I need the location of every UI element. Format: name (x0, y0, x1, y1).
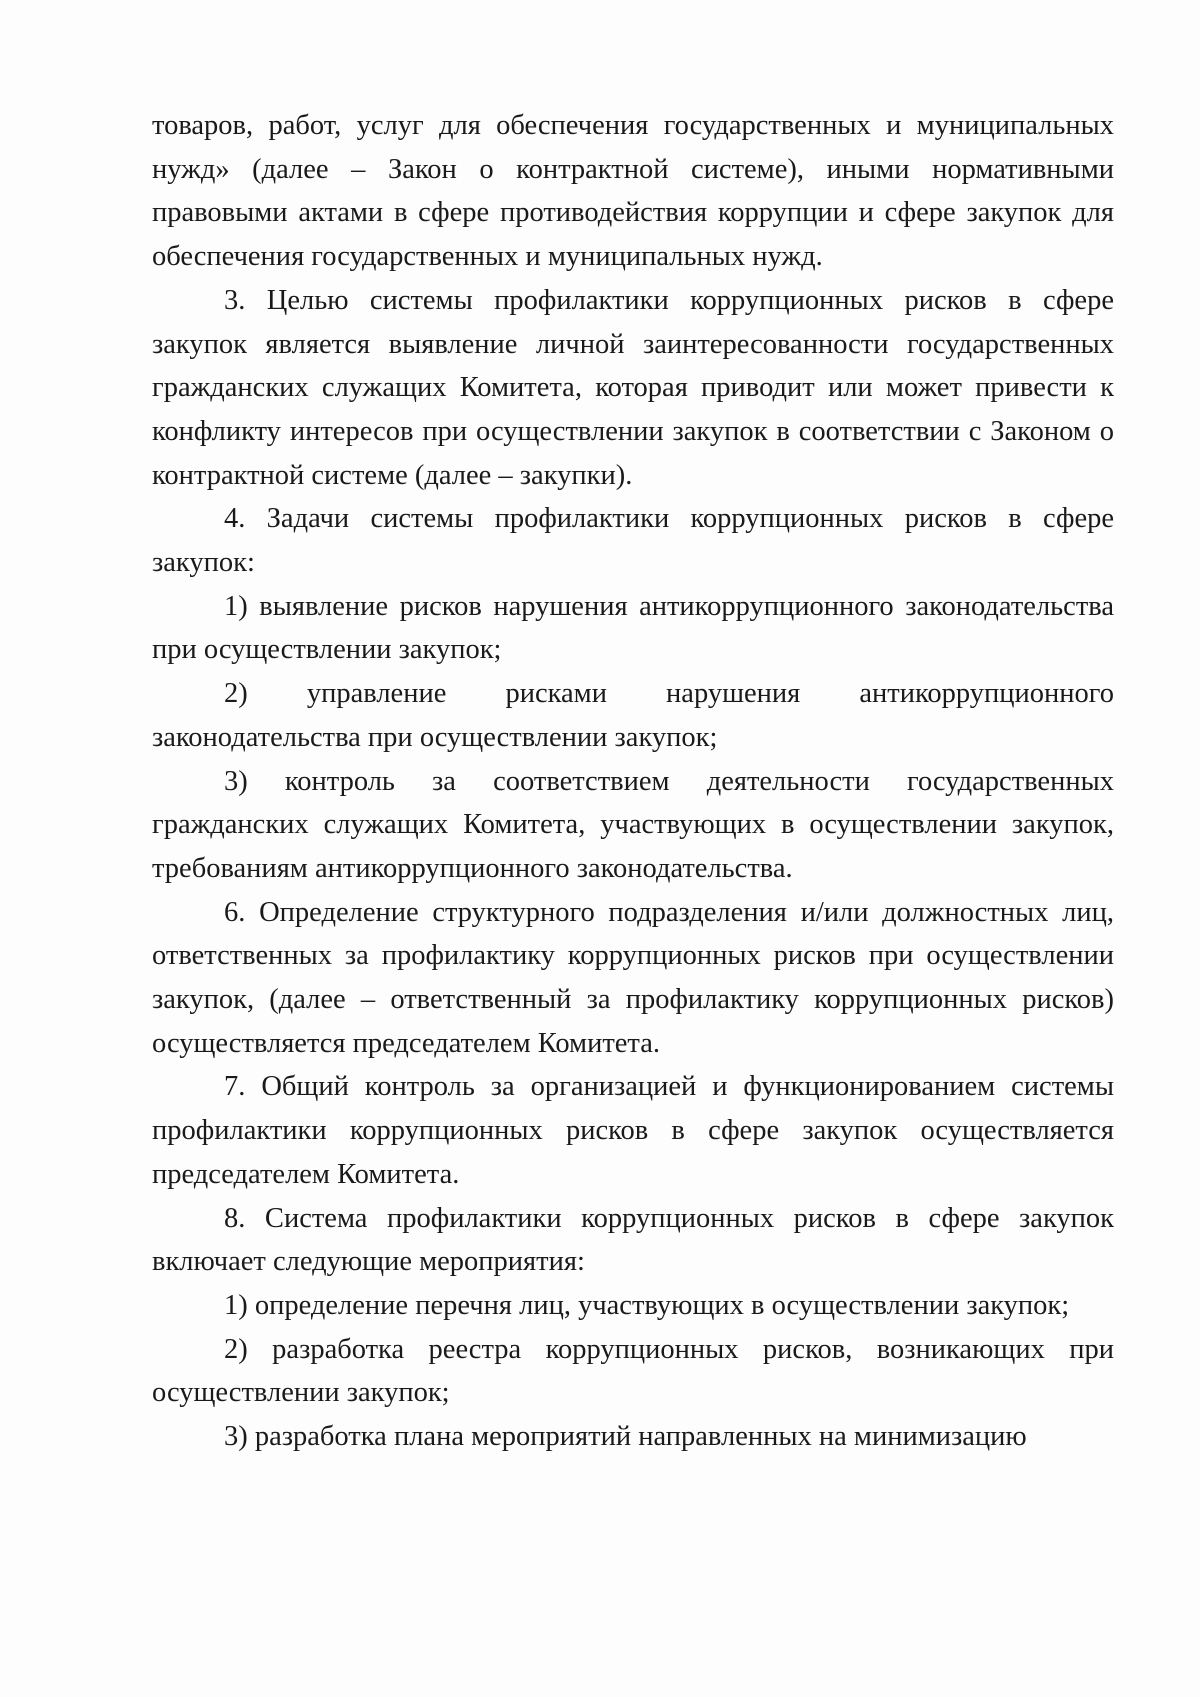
paragraph-item-6: 6. Определение структурного подразделения и/или должностных лиц, ответственных за профилактику коррупционных рисков при осуществлении закупок, (далее – ответственный за профилактику коррупционных рисков) осуществляется председателем Комитета. (152, 896, 1114, 1059)
paragraph-continuation: товаров, работ, услуг для обеспечения государственных и муниципальных нужд» (далее – Закон о контрактной системе), иными нормативными правовыми актами в сфере противодействия коррупции и сфере закупок для обеспечения государственных и муниципальных нужд. (152, 110, 1114, 273)
paragraph-item-4: 4. Задачи системы профилактики коррупционных рисков в сфере закупок: (152, 503, 1114, 579)
subitem-4-1: 1) выявление рисков нарушения антикоррупционного законодательства при осуществлении закупок; (152, 590, 1114, 666)
subitem-8-3: 3) разработка плана мероприятий направленных на минимизацию (224, 1421, 1027, 1453)
paragraph-item-8: 8. Система профилактики коррупционных рисков в сфере закупок включает следующие мероприятия: (152, 1202, 1114, 1278)
subitem-8-1: 1) определение перечня лиц, участвующих в осуществлении закупок; (224, 1289, 1070, 1321)
subitem-8-2: 2) разработка реестра коррупционных рисков, возникающих при осуществлении закупок; (152, 1333, 1114, 1409)
paragraph-item-3: 3. Целью системы профилактики коррупционных рисков в сфере закупок является выявление личной заинтересованности государственных гражданских служащих Комитета, которая приводит или может привести к конфликту интересов при осуществлении закупок в соответствии с Законом о контрактной системе (далее – закупки). (152, 284, 1114, 491)
subitem-4-2: 2) управление рисками нарушения антикоррупционного законодательства при осуществлении закупок; (152, 678, 1114, 753)
paragraph-item-7: 7. Общий контроль за организацией и функционированием системы профилактики коррупционных рисков в сфере закупок осуществляется председателем Комитета. (152, 1071, 1114, 1190)
subitem-4-3: 3) контроль за соответствием деятельности государственных гражданских служащих Комитета, участвующих в осуществлении закупок, требованиям антикоррупционного законодательства. (152, 765, 1114, 884)
document-body (152, 104, 1114, 1459)
